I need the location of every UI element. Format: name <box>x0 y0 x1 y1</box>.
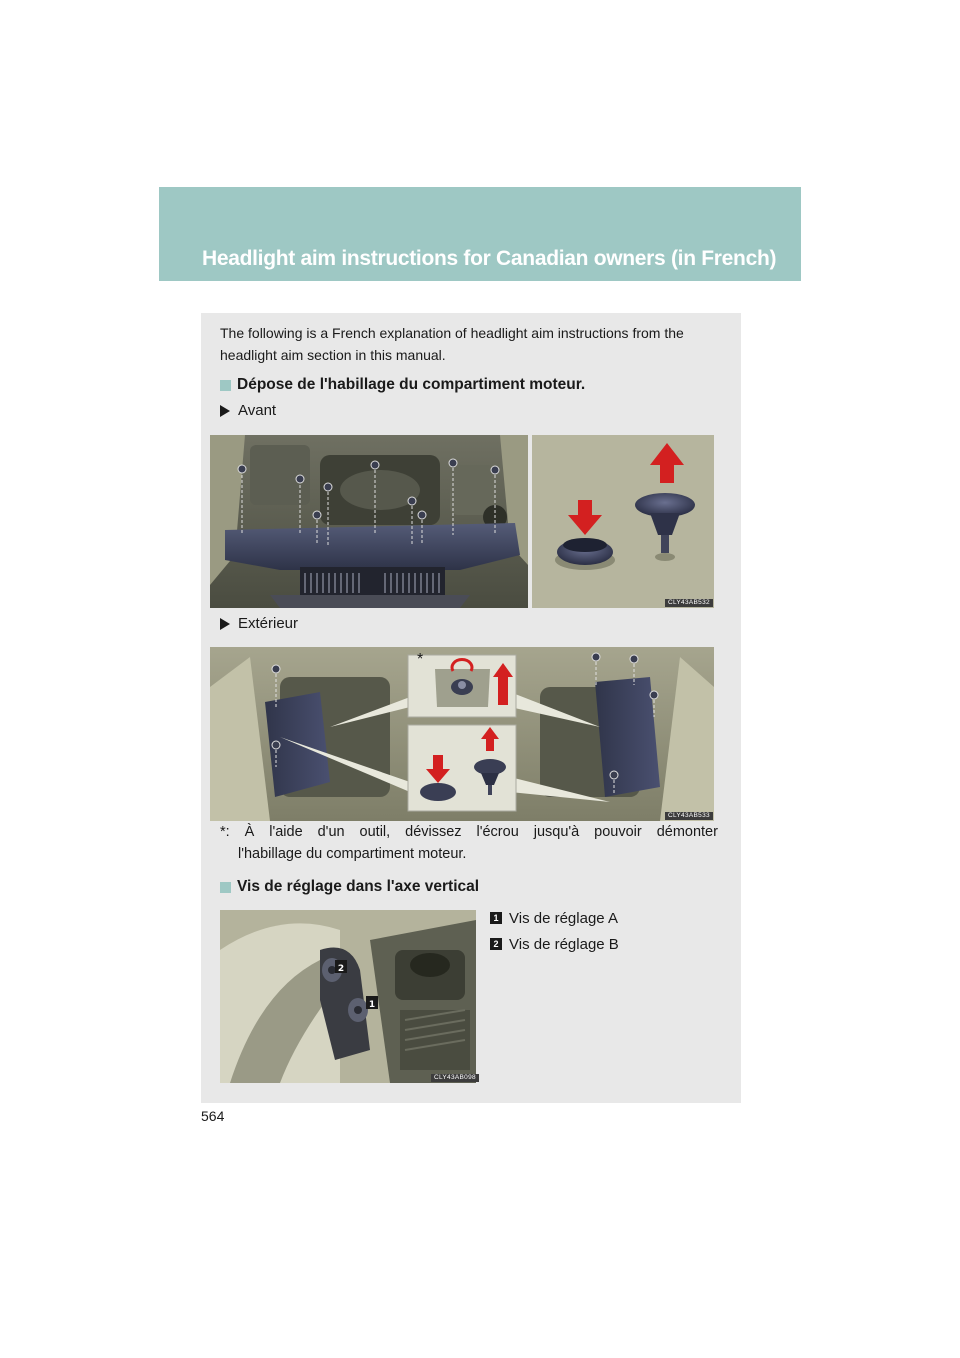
list-item <box>490 905 619 931</box>
front-engine-illustration <box>210 435 714 608</box>
figure-code: CLY43AB533 <box>665 812 713 820</box>
triangle-bullet-icon <box>220 405 230 417</box>
footnote-word: outil, <box>359 824 391 840</box>
adjustment-screw-illustration <box>220 910 476 1083</box>
adjustment-screw-figure <box>220 910 476 1083</box>
callout-number: 1 <box>490 912 502 924</box>
exterior-label <box>220 615 298 632</box>
footnote-word: l'écrou <box>476 824 519 840</box>
section-heading-text: Dépose de l'habillage du compartiment moteur. <box>237 376 586 393</box>
footnote-word: À <box>244 824 255 840</box>
section-heading-text: Vis de réglage dans l'axe vertical <box>237 878 480 895</box>
callout-1-marker: 1 <box>368 1000 376 1010</box>
footnote-word: dévissez <box>405 824 462 840</box>
page-title: Headlight aim instructions for Canadian owners (in French) <box>202 247 777 270</box>
callout-2-marker: 2 <box>337 964 345 974</box>
exterior-engine-illustration <box>210 647 714 821</box>
section-heading-vertical-screws <box>220 878 479 896</box>
footnote-line-2: l'habillage du compartiment moteur. <box>238 846 467 862</box>
footnote <box>220 821 718 865</box>
asterisk-marker: * <box>417 651 424 668</box>
content-panel <box>201 313 741 1103</box>
footnote-word: l'aide <box>269 824 303 840</box>
header-band <box>159 187 801 281</box>
callout-label: Vis de réglage B <box>509 935 619 953</box>
square-bullet-icon <box>220 380 231 391</box>
exterior-engine-figure <box>210 647 714 821</box>
intro-text: The following is a French explanation of headlight aim instructions from the headlight aim section in this manual. <box>220 325 684 363</box>
callout-label: Vis de réglage A <box>509 909 618 927</box>
page-number: 564 <box>201 1108 225 1124</box>
triangle-bullet-icon <box>220 618 230 630</box>
list-item <box>490 931 619 957</box>
footnote-word: d'un <box>317 824 345 840</box>
square-bullet-icon <box>220 882 231 893</box>
footnote-word: pouvoir <box>594 824 642 840</box>
front-label <box>220 402 276 419</box>
section-heading-engine-cover <box>220 376 585 394</box>
exterior-label-text: Extérieur <box>238 615 299 632</box>
figure-code: CLY43AB532 <box>665 599 713 607</box>
footnote-line-1 <box>220 821 718 843</box>
footnote-word: démonter <box>656 824 718 840</box>
front-label-text: Avant <box>238 402 277 419</box>
figure-code: CLY43AB098 <box>431 1074 479 1082</box>
footnote-word: jusqu'à <box>533 824 580 840</box>
callout-list <box>490 905 619 957</box>
footnote-marker: *: <box>220 824 230 840</box>
front-engine-figure <box>210 435 714 608</box>
callout-number: 2 <box>490 938 502 950</box>
